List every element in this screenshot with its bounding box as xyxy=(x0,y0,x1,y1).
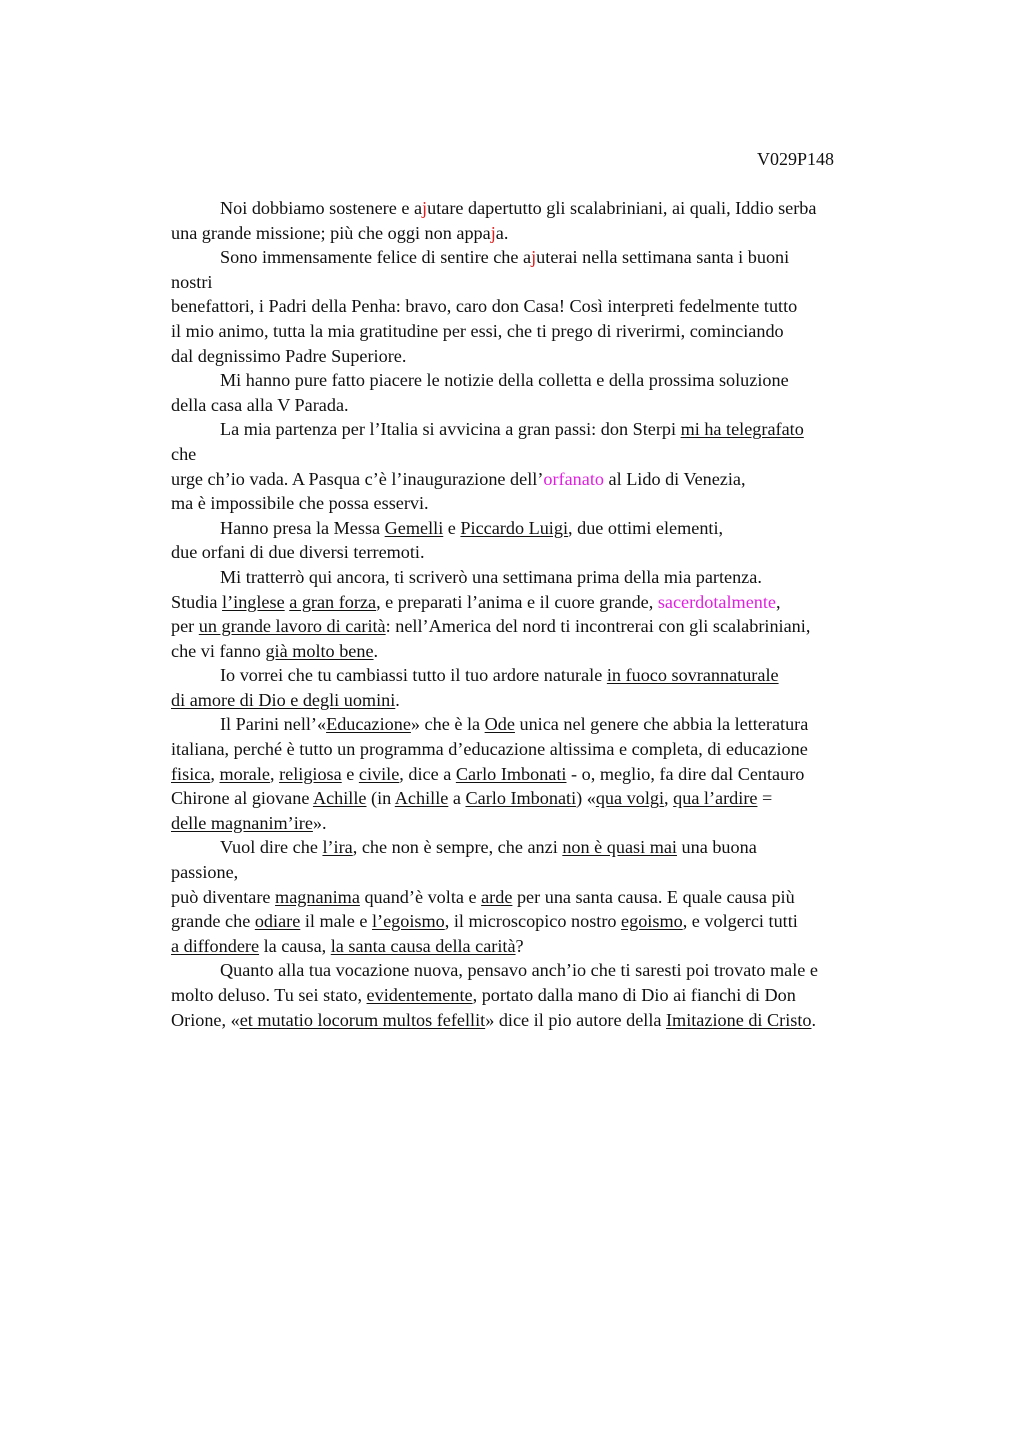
text-segment: ? xyxy=(515,935,524,956)
text-segment: Vuol dire che xyxy=(220,837,323,858)
text-line xyxy=(171,614,931,639)
text-segment: una buona xyxy=(676,837,757,858)
text-segment: , e preparati l’anima e il cuore grande, xyxy=(376,591,658,612)
underlined-phrase: Ode xyxy=(484,714,515,735)
text-line xyxy=(171,245,931,270)
text-segment: : nell’America del nord ti incontrerai con gli scalabriniani, xyxy=(385,616,811,637)
underlined-phrase: magnanima xyxy=(275,886,360,907)
underlined-phrase: già molto bene xyxy=(265,640,374,661)
text-line xyxy=(171,344,931,369)
text-line xyxy=(171,639,931,664)
text-line xyxy=(171,270,931,295)
underlined-phrase: evidentemente xyxy=(366,985,473,1005)
underlined-phrase: di amore di Dio e degli uomini xyxy=(171,689,396,710)
text-segment: della casa alla V Parada. xyxy=(171,394,349,415)
text-line xyxy=(171,811,931,836)
text-segment: unica nel genere che abbia la letteratura xyxy=(514,714,809,735)
underlined-phrase: Imitazione di Cristo xyxy=(666,1009,812,1030)
text-segment: Mi tratterrò qui ancora, ti scriverò una settimana prima della mia partenza. xyxy=(220,566,762,587)
highlighted-text: orfanato xyxy=(543,468,604,489)
text-segment: ». xyxy=(312,812,327,833)
underlined-phrase: l’ira xyxy=(322,837,353,858)
text-line xyxy=(171,786,931,811)
underlined-phrase: civile xyxy=(358,763,400,784)
text-segment: La mia partenza per l’Italia si avvicina a gran passi: don Sterpi xyxy=(220,419,681,440)
text-line xyxy=(171,958,931,983)
text-segment: , e volgerci tutti xyxy=(682,911,798,932)
underlined-phrase: Carlo Imbonati xyxy=(455,763,567,784)
underlined-phrase: a diffondere xyxy=(171,935,260,956)
text-segment: nostri xyxy=(171,271,213,292)
text-segment: Orione, « xyxy=(171,1009,240,1030)
text-line xyxy=(171,417,931,442)
text-segment: , che non è sempre, che anzi xyxy=(352,837,563,858)
underlined-phrase: Gemelli xyxy=(384,517,444,538)
text-segment: passione, xyxy=(171,862,239,883)
text-segment: uterai nella settimana santa i buoni xyxy=(536,247,790,268)
text-segment: e xyxy=(341,763,359,784)
text-segment: il mio animo, tutta la mia gratitudine per essi, che ti prego di riverirmi, cominciando xyxy=(171,320,784,341)
text-segment: , portato dalla mano di Dio ai fianchi di Don xyxy=(472,985,796,1005)
text-segment: urge ch’io vada. A Pasqua c’è l’inaugurazione dell’ xyxy=(171,468,544,489)
text-line xyxy=(171,590,931,615)
underlined-phrase: Piccardo Luigi xyxy=(460,517,569,538)
highlighted-text: j xyxy=(422,198,428,218)
text-line xyxy=(171,885,931,910)
underlined-phrase: qua volgi xyxy=(595,788,665,809)
text-segment: può diventare xyxy=(171,886,276,907)
text-segment: , xyxy=(776,591,781,612)
text-line xyxy=(171,663,931,688)
highlighted-text: j xyxy=(490,222,496,243)
underlined-phrase: l’inglese xyxy=(222,591,285,612)
underlined-phrase: l’egoismo xyxy=(372,911,445,932)
text-line xyxy=(171,393,931,418)
text-segment: molto deluso. Tu sei stato, xyxy=(171,985,367,1005)
text-line xyxy=(171,1008,931,1033)
text-segment: , il microscopico nostro xyxy=(444,911,622,932)
text-segment: . xyxy=(395,689,400,710)
text-segment: a. xyxy=(495,222,509,243)
underlined-phrase: egoismo xyxy=(621,911,683,932)
underlined-phrase: Achille xyxy=(312,788,367,809)
underlined-phrase: un grande lavoro di carità xyxy=(198,616,386,637)
text-segment: Mi hanno pure fatto piacere le notizie della colletta e della prossima soluzione xyxy=(220,370,789,391)
text-segment: benefattori, i Padri della Penha: bravo, caro don Casa! Così interpreti fedelmente tutto xyxy=(171,296,798,317)
text-line xyxy=(171,221,931,246)
text-segment: due orfani di due diversi terremoti. xyxy=(171,542,425,563)
underlined-phrase: Educazione xyxy=(326,714,411,735)
text-line xyxy=(171,294,931,319)
text-line xyxy=(171,565,931,590)
text-line xyxy=(171,467,931,492)
text-line xyxy=(171,737,931,762)
text-segment: ) « xyxy=(576,788,596,809)
text-segment: al Lido di Venezia, xyxy=(603,468,746,489)
text-segment: » che è la xyxy=(410,714,485,735)
text-segment: Il Parini nell’« xyxy=(220,714,327,735)
text-line xyxy=(171,909,931,934)
text-line xyxy=(171,762,931,787)
underlined-phrase: delle magnanim’ire xyxy=(171,812,313,833)
text-segment: » dice il pio autore della xyxy=(485,1009,666,1030)
underlined-phrase: qua l’ardire xyxy=(673,788,758,809)
text-segment: Quanto alla tua vocazione nuova, pensavo anch’io che ti saresti poi trovato male e xyxy=(220,960,818,981)
text-segment: Hanno presa la Messa xyxy=(220,517,385,538)
text-line xyxy=(171,491,931,516)
text-line xyxy=(171,835,931,860)
underlined-phrase: mi ha telegrafato xyxy=(680,419,804,440)
text-segment: che xyxy=(171,443,197,464)
text-line xyxy=(171,442,931,467)
text-segment: quand’è volta e xyxy=(359,886,482,907)
text-segment: italiana, perché è tutto un programma d’educazione altissima e completa, di educazione xyxy=(171,739,808,760)
highlighted-text: j xyxy=(531,247,537,268)
text-segment: e xyxy=(443,517,461,538)
text-segment: la causa, xyxy=(259,935,331,956)
text-segment: Noi dobbiamo sostenere e a xyxy=(220,198,423,218)
text-segment: , xyxy=(664,788,674,809)
text-line xyxy=(171,368,931,393)
text-segment: a xyxy=(448,788,466,809)
underlined-phrase: la santa causa della carità xyxy=(330,935,516,956)
text-segment: per una santa causa. E quale causa più xyxy=(512,886,795,907)
text-segment: per xyxy=(171,616,199,637)
text-line xyxy=(171,516,931,541)
underlined-phrase: in fuoco sovrannaturale xyxy=(606,665,779,686)
text-segment: , xyxy=(210,763,220,784)
text-segment: che vi fanno xyxy=(171,640,266,661)
underlined-phrase: Carlo Imbonati xyxy=(465,788,577,809)
text-segment: = xyxy=(757,788,773,809)
text-segment: Studia xyxy=(171,591,223,612)
text-segment: , dice a xyxy=(399,763,456,784)
text-line xyxy=(171,196,931,221)
text-segment: il male e xyxy=(300,911,372,932)
text-line xyxy=(171,712,931,737)
text-segment: - o, meglio, fa dire dal Centauro xyxy=(566,763,805,784)
highlighted-text: sacerdotalmente xyxy=(657,591,776,612)
page-id: V029P148 xyxy=(757,149,835,169)
text-line xyxy=(171,983,931,1008)
text-line xyxy=(171,540,931,565)
text-segment: (in xyxy=(366,788,395,809)
underlined-phrase: morale xyxy=(219,763,270,784)
text-segment: ma è impossibile che possa esservi. xyxy=(171,493,429,514)
underlined-phrase: Achille xyxy=(394,788,449,809)
text-segment: , due ottimi elementi, xyxy=(568,517,724,538)
text-segment: , xyxy=(269,763,280,784)
underlined-phrase: arde xyxy=(481,886,513,907)
text-segment: utare dapertutto gli scalabriniani, ai quali, Iddio serba xyxy=(427,198,817,218)
text-segment: Io vorrei che tu cambiassi tutto il tuo ardore naturale xyxy=(220,665,607,686)
underlined-phrase: non è quasi mai xyxy=(562,837,677,858)
text-line xyxy=(171,688,931,713)
text-segment: . xyxy=(811,1009,817,1030)
letter-body xyxy=(171,196,931,1032)
text-segment: grande che xyxy=(171,911,255,932)
text-segment: Chirone al giovane xyxy=(171,788,313,809)
text-line xyxy=(171,860,931,885)
text-segment: Sono immensamente felice di sentire che a xyxy=(220,247,532,268)
text-line xyxy=(171,934,931,959)
underlined-phrase: odiare xyxy=(254,911,301,932)
underlined-phrase: religiosa xyxy=(279,763,342,784)
text-segment: una grande missione; più che oggi non appa xyxy=(171,222,491,243)
underlined-phrase: et mutatio locorum multos fefellit xyxy=(239,1009,486,1030)
text-segment: . xyxy=(373,640,379,661)
text-segment: dal degnissimo Padre Superiore. xyxy=(171,345,407,366)
text-line xyxy=(171,319,931,344)
underlined-phrase: fisica xyxy=(171,763,211,784)
underlined-phrase: a gran forza xyxy=(289,591,377,612)
